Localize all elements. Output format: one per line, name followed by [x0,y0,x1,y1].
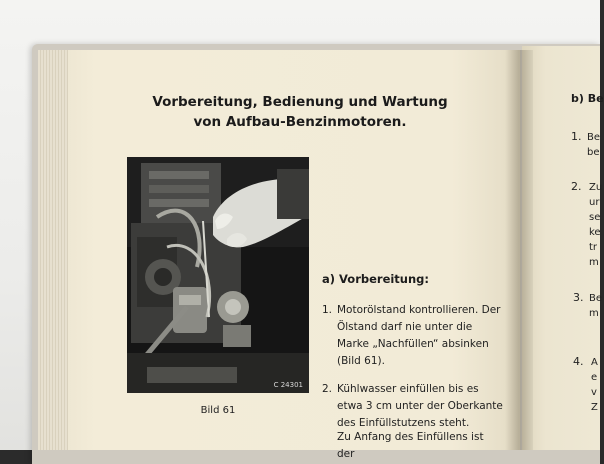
page-heading [130,92,470,132]
right-page-title: b) Be [571,92,604,105]
right-item-fragment: Be m [589,293,603,319]
right-item-number: 3. [573,291,584,304]
item-text: Motorölstand kontrollieren. Der Ölstand darf nie unter die Marke „Nachfüllen“ absinken (Bild 61). [337,304,501,367]
right-item-fragment: Be be [587,132,601,158]
item-number: 1. [322,304,333,316]
section-title: a) Vorbereitung: [322,272,430,286]
right-item-number: 1. [571,130,582,143]
list-item [322,302,504,370]
right-item-number: 4. [573,355,584,368]
list-item [322,381,504,432]
heading-line-2: von Aufbau-Benzinmotoren. [193,114,407,130]
continuation-paragraph: Zu Anfang des Einfüllens ist der [337,431,484,460]
item-text: Kühlwasser einfüllen bis es etwa 3 cm unter der Oberkante des Einfüllstutzens steht. [337,383,503,429]
engine-photo-illustration [127,157,309,393]
right-item-number: 2. [571,180,582,193]
instruction-list [322,302,504,443]
engine-photo [127,157,309,393]
book-gutter [505,50,533,450]
photo-reference-code: C 24301 [273,381,303,389]
figure-caption: Bild 61 [200,405,236,416]
right-item-fragment: A e v Z [591,357,598,413]
heading-line-1: Vorbereitung, Bedienung und Wartung [152,94,448,110]
right-item-fragment: Zu ur se ke tr m [589,182,603,268]
item-number: 2. [322,383,333,395]
